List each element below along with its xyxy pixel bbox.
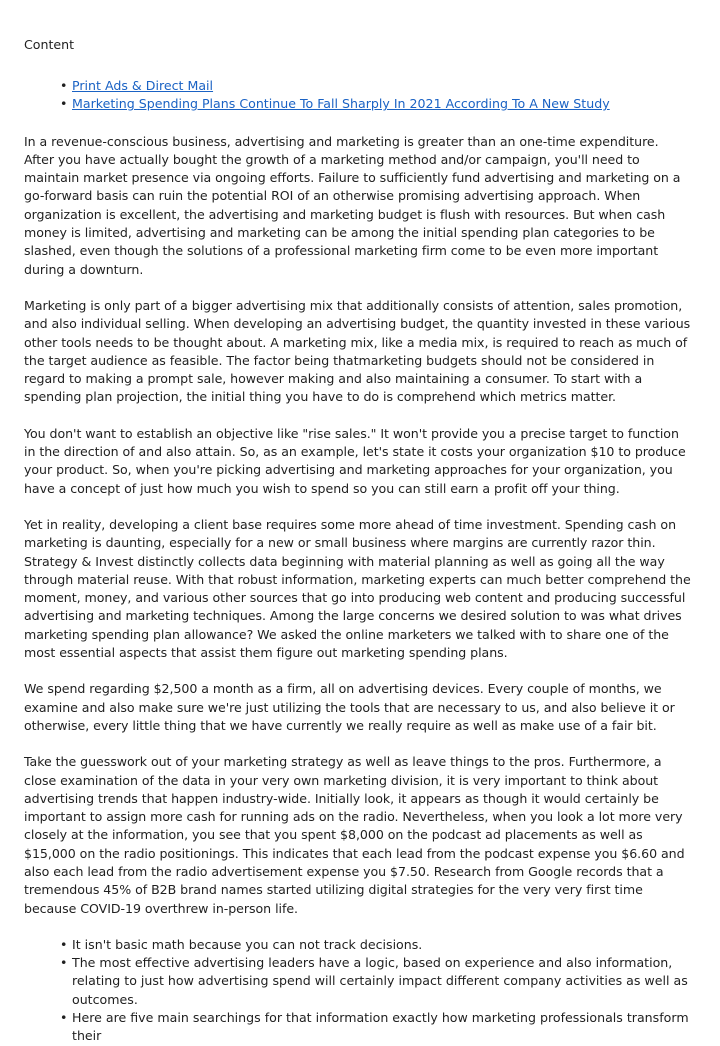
paragraph: Take the guesswork out of your marketing strategy as well as leave things to the pros. Furthermore, a close examination of the data in your very own marketing division, it is very important to think about advertising trends that happen industry-wide. Initially look, it appears as though it would certainly be important to assign more cash for running ads on the radio. Nevertheless, when you look a lot more very closely at the information, you see that you spent $8,000 on the podcast ad placements as well as $15,000 on the radio positionings. This indicates that each lead from the podcast expense you $6.60 and also each lead from the radio advertisement expense you $7.50. Research from Google records that a tremendous 45% of B2B brand names started utilizing digital strategies for the very very first time because COVID-19 overthrew in-person life. [24,754,685,916]
paragraph: Marketing is only part of a bigger advertising mix that additionally consists of attention, sales promotion, and also individual selling. When developing an advertising budget, the quantity invested in these various other tools needs to be thought about. A marketing mix, like a media mix, is required to reach as much of the target audience as feasible. The factor being thatmarketing budgets should not be considered in regard to making a prompt sale, however making and also maintaining a consumer. To start with a spending plan projection, the initial thing you have to do is comprehend which metrics matter. [24,297,691,405]
list-item: • Here are five main searchings for that information exactly how marketing professionals transform their [72,1009,692,1046]
toc-link-marketing-spending[interactable]: Marketing Spending Plans Continue To Fall Sharply In 2021 According To A New Study [72,96,610,112]
paragraph: We spend regarding $2,500 a month as a firm, all on advertising devices. Every couple of months, we examine and also make sure we're just utilizing the tools that are necessary to us, and also believe it or otherwise, every little thing that we have currently we really require as well as make use of a fair bit. [24,681,675,733]
table-of-contents [24,77,692,114]
list-item: • The most effective advertising leaders have a logic, based on experience and also information, relating to just how advertising spend will certainly impact different company activities as well as outcomes. [72,954,692,1009]
toc-item [72,95,692,113]
list-item: • It isn't basic math because you can not track decisions. [72,936,692,954]
paragraph: In a revenue-conscious business, advertising and marketing is greater than an one-time expenditure. After you have actually bought the growth of a marketing method and/or campaign, you'll need to maintain market presence via ongoing efforts. Failure to sufficiently fund advertising and marketing on a go-forward basis can ruin the potential ROI of an otherwise promising advertising approach. When organization is excellent, the advertising and marketing budget is flush with resources. But when cash money is limited, advertising and marketing can be among the initial spending plan categories to be slashed, even though the solutions of a professional marketing firm come to be even more important during a downturn. [24,133,681,277]
toc-item [72,77,692,95]
bullet-list [24,936,692,1046]
paragraph: Yet in reality, developing a client base requires some more ahead of time investment. Spending cash on marketing is daunting, especially for a new or small business where margins are currently razor thin. Strategy & Invest distinctly collects data beginning with material planning as well as going all the way through material reuse. With that robust information, marketing experts can much better comprehend the moment, money, and various other sources that go into producing web content and producing successful advertising and marketing techniques. Among the large concerns we desired solution to was what drives marketing spending plan allowance? We asked the online marketers we talked with to share one of the most essential aspects that assist them figure out marketing spending plans. [24,516,691,661]
paragraph: You don't want to establish an objective like "rise sales." It won't provide you a precise target to function in the direction of and also attain. So, as an example, let's state it costs your organization $10 to produce your product. So, when you're picking advertising and marketing approaches for your organization, you have a concept of just how much you wish to spend so you can still earn a profit off your thing. [24,425,686,496]
toc-link-print-ads[interactable]: Print Ads & Direct Mail [72,78,214,93]
content-heading: Content [24,37,75,52]
